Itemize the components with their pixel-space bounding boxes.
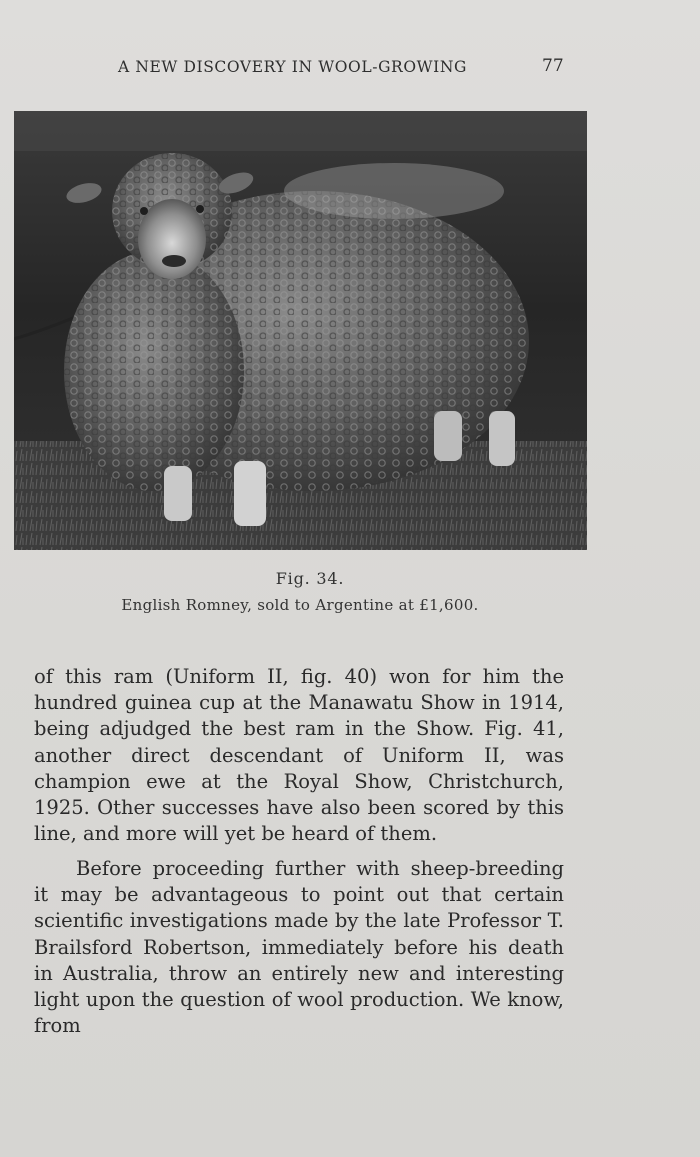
running-head: A NEW DISCOVERY IN WOOL-GROWING [118,58,468,76]
figure-caption: English Romney, sold to Argentine at £1,600. [121,596,479,614]
body-paragraph: Before proceeding further with sheep-breeding it may be advantageous to point out that certain scientific investigations made by the late Professor T. Brailsford Robertson, immediately before his death in Australia, throw an entirely new and interesting light upon the question of wool production. We know, from [34,857,564,1038]
body-paragraph: of this ram (Uniform II, fig. 40) won for him the hundred guinea cup at the Manawatu Show in 1914, being adjudged the best ram in the Show. Fig. 41, another direct descendant of Uniform II, was champion ewe at the Royal Show, Christchurch, 1925. Other successes have also been scored by this line, and more will yet be heard of them. [34,665,564,846]
sheep-photograph [14,111,587,550]
figure-label: Fig. 34. [275,569,345,588]
page-number: 77 [542,56,564,76]
